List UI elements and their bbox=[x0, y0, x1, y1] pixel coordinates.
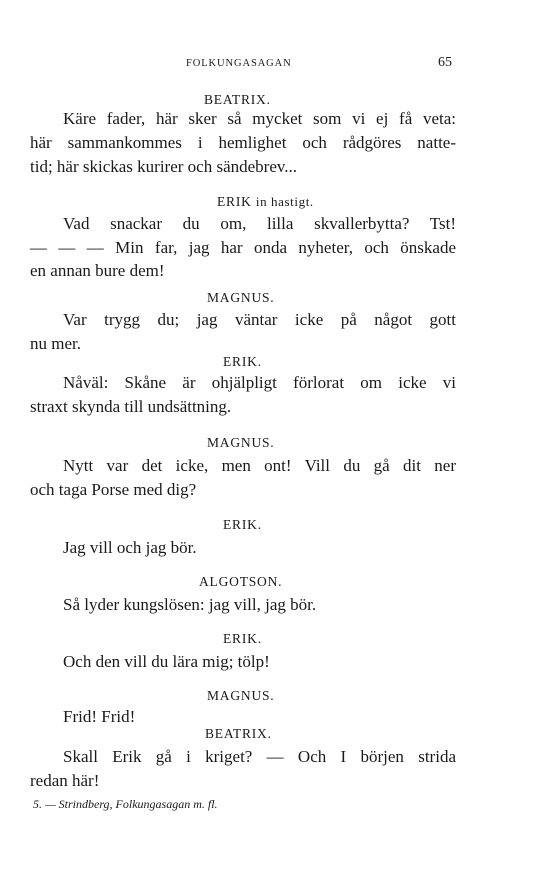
page-number: 65 bbox=[438, 55, 452, 70]
speaker-name: ERIK. bbox=[223, 517, 262, 532]
dialogue-line: Käre fader, här sker så mycket som vi ej få veta: bbox=[63, 109, 456, 128]
dialogue-line: — — — Min far, jag har onda nyheter, och önskade bbox=[30, 238, 456, 257]
signature-footer: 5. — Strindberg, Folkungasagan m. fl. bbox=[33, 797, 218, 811]
dialogue-line: nu mer. bbox=[30, 334, 81, 353]
dialogue-line: Nytt var det icke, men ont! Vill du gå dit ner bbox=[63, 456, 456, 475]
speaker-name: ALGOTSON. bbox=[199, 574, 283, 589]
dialogue-line: straxt skynda till undsättning. bbox=[30, 397, 232, 416]
speaker-name: ERIK. bbox=[223, 631, 262, 646]
dialogue-line: Skall Erik gå i kriget? — Och I börjen strida bbox=[63, 747, 456, 766]
running-title: FOLKUNGASAGAN bbox=[186, 58, 292, 69]
dialogue-line: en annan bure dem! bbox=[30, 261, 165, 280]
speaker-name bbox=[217, 194, 314, 210]
stage-direction: in hastigt. bbox=[255, 194, 314, 209]
speaker-name: BEATRIX. bbox=[205, 726, 272, 741]
dialogue-line: Och den vill du lära mig; tölp! bbox=[63, 652, 270, 671]
speaker-label: ERIK bbox=[217, 194, 252, 209]
speaker-name: MAGNUS. bbox=[207, 435, 275, 450]
dialogue-line: och taga Porse med dig? bbox=[30, 480, 197, 499]
dialogue-line: Frid! Frid! bbox=[63, 707, 136, 726]
speaker-name: MAGNUS. bbox=[207, 290, 275, 305]
dialogue-line: Nåväl: Skåne är ohjälpligt förlorat om icke vi bbox=[63, 373, 456, 392]
dialogue-line: Vad snackar du om, lilla skvallerbytta? Tst! bbox=[63, 214, 456, 233]
dialogue-line: Så lyder kungslösen: jag vill, jag bör. bbox=[63, 595, 317, 614]
dialogue-line: här sammankommes i hemlighet och rådgöres natte- bbox=[30, 133, 456, 152]
dialogue-line: tid; här skickas kurirer och sändebrev... bbox=[30, 157, 298, 176]
dialogue-line: Var trygg du; jag väntar icke på något gott bbox=[63, 310, 456, 329]
dialogue-line: redan här! bbox=[30, 771, 100, 790]
speaker-name: ERIK. bbox=[223, 354, 262, 369]
dialogue-line: Jag vill och jag bör. bbox=[63, 538, 197, 557]
speaker-name: MAGNUS. bbox=[207, 688, 275, 703]
speaker-name: BEATRIX. bbox=[204, 92, 271, 107]
